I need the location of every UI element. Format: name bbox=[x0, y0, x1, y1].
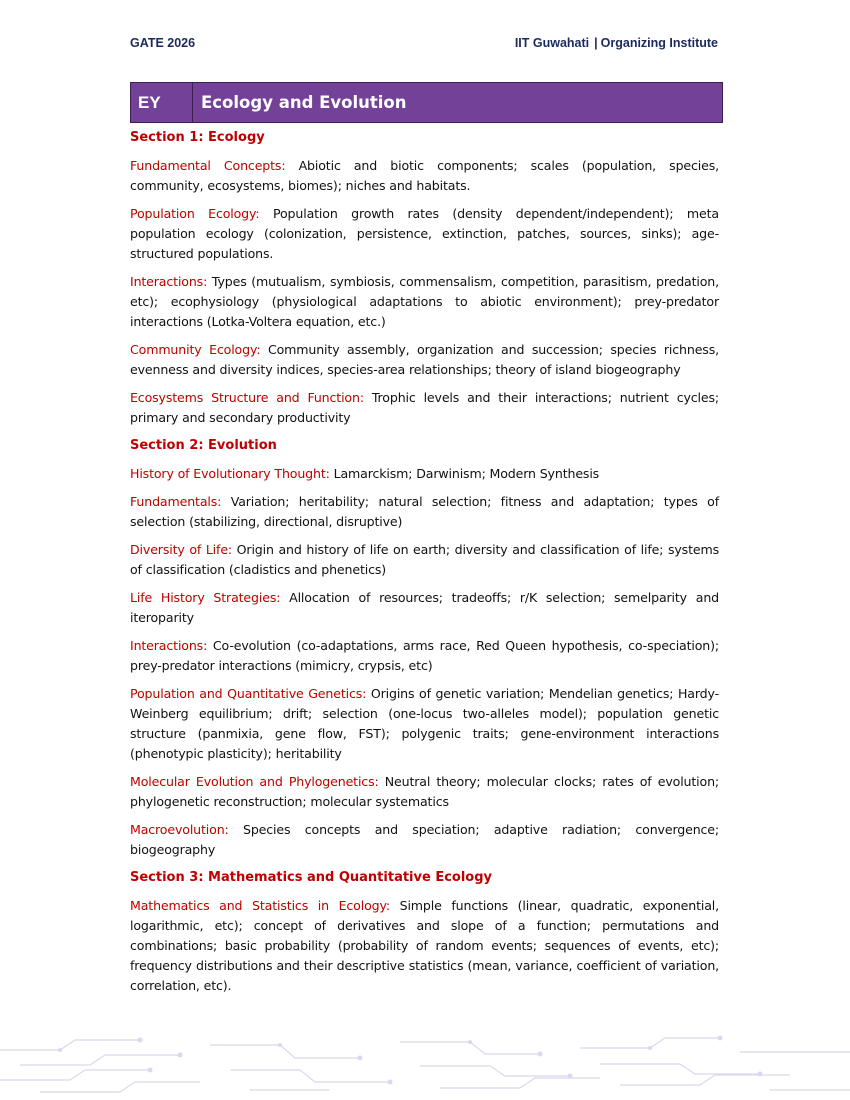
subject-code: EY bbox=[131, 83, 193, 122]
item-term: Fundamental Concepts: bbox=[130, 158, 286, 173]
syllabus-item bbox=[130, 684, 719, 764]
item-text: Abiotic and biotic components; scales (population, species, community, ecosystems, biomes); niches and habitats. bbox=[130, 158, 720, 193]
item-text: Trophic levels and their interactions; nutrient cycles; primary and secondary productivity bbox=[130, 390, 719, 425]
syllabus-item bbox=[130, 388, 719, 428]
syllabus-item bbox=[130, 588, 719, 628]
syllabus-item bbox=[130, 156, 719, 196]
item-term: History of Evolutionary Thought: bbox=[130, 466, 330, 481]
exam-name: GATE 2026 bbox=[130, 36, 196, 50]
item-term: Interactions: bbox=[130, 638, 208, 653]
item-term: Interactions: bbox=[130, 274, 208, 289]
header-separator: | bbox=[594, 36, 598, 50]
circuit-watermark bbox=[0, 1030, 850, 1100]
institute-name: IIT Guwahati bbox=[514, 36, 590, 50]
syllabus-item bbox=[130, 820, 719, 860]
syllabus-item bbox=[130, 340, 719, 380]
item-text: Species concepts and speciation; adaptive radiation; convergence; biogeography bbox=[130, 822, 719, 857]
item-term: Population and Quantitative Genetics: bbox=[130, 686, 367, 701]
institute-role: Organizing Institute bbox=[600, 36, 718, 50]
item-term: Ecosystems Structure and Function: bbox=[130, 390, 364, 405]
item-term: Fundamentals: bbox=[130, 494, 222, 509]
item-term: Life History Strategies: bbox=[130, 590, 281, 605]
syllabus-item bbox=[130, 896, 719, 996]
item-text: Lamarckism; Darwinism; Modern Synthesis bbox=[329, 466, 600, 481]
item-text: Origin and history of life on earth; diversity and classification of life; systems of classification (cladistics and phenetics) bbox=[130, 542, 719, 577]
item-term: Community Ecology: bbox=[130, 342, 261, 357]
page-header bbox=[130, 36, 718, 54]
item-term: Mathematics and Statistics in Ecology: bbox=[130, 898, 390, 913]
item-text: Variation; heritability; natural selection; fitness and adaptation; types of selection (stabilizing, directional, disruptive) bbox=[130, 494, 719, 529]
syllabus-item bbox=[130, 492, 719, 532]
item-term: Diversity of Life: bbox=[130, 542, 233, 557]
item-text: Co-evolution (co-adaptations, arms race, Red Queen hypothesis, co-speciation); prey-predator interactions (mimicry, crypsis, etc) bbox=[130, 638, 719, 673]
section-heading: Section 2: Evolution bbox=[130, 438, 277, 453]
syllabus-item bbox=[130, 204, 719, 264]
item-term: Molecular Evolution and Phylogenetics: bbox=[130, 774, 379, 789]
item-text: Types (mutualism, symbiosis, commensalism, competition, parasitism, predation, etc); ecophysiology (physiological adaptations to abiotic environment); prey-predator interactions (Lotka-Voltera equation, etc.) bbox=[130, 274, 719, 329]
item-term: Macroevolution: bbox=[130, 822, 229, 837]
syllabus-item bbox=[130, 636, 719, 676]
item-text: Neutral theory; molecular clocks; rates of evolution; phylogenetic reconstruction; molecular systematics bbox=[130, 774, 719, 809]
subject-banner bbox=[130, 82, 723, 123]
item-text: Simple functions (linear, quadratic, exponential, logarithmic, etc); concept of derivatives and slope of a function; permutations and combinations; basic probability (probability of random events; sequences of events, etc); frequency distributions and their descriptive statistics (mean, variance, coefficient of variation, correlation, etc). bbox=[130, 898, 720, 993]
section-heading: Section 3: Mathematics and Quantitative Ecology bbox=[130, 870, 493, 885]
item-text: Population growth rates (density dependent/independent); meta population ecology (colonization, persistence, extinction, patches, sources, sinks); age-structured populations. bbox=[130, 206, 719, 261]
subject-title: Ecology and Evolution bbox=[201, 93, 407, 112]
syllabus-item bbox=[130, 540, 719, 580]
syllabus-content bbox=[130, 128, 719, 1004]
item-text: Allocation of resources; tradeoffs; r/K selection; semelparity and iteroparity bbox=[130, 590, 720, 625]
syllabus-item bbox=[130, 464, 719, 484]
section-heading: Section 1: Ecology bbox=[130, 130, 265, 145]
item-text: Community assembly, organization and succession; species richness, evenness and diversity indices, species-area relationships; theory of island biogeography bbox=[130, 342, 719, 377]
syllabus-item bbox=[130, 772, 719, 812]
item-term: Population Ecology: bbox=[130, 206, 260, 221]
organizer-label bbox=[515, 36, 718, 50]
syllabus-item bbox=[130, 272, 719, 332]
item-text: Origins of genetic variation; Mendelian genetics; Hardy- Weinberg equilibrium; drift; selection (one-locus two-alleles model); population genetic structure (panmixia, gene flow, FST); polygenic traits; gene-environment interactions (phenotypic plasticity); heritability bbox=[130, 686, 720, 761]
